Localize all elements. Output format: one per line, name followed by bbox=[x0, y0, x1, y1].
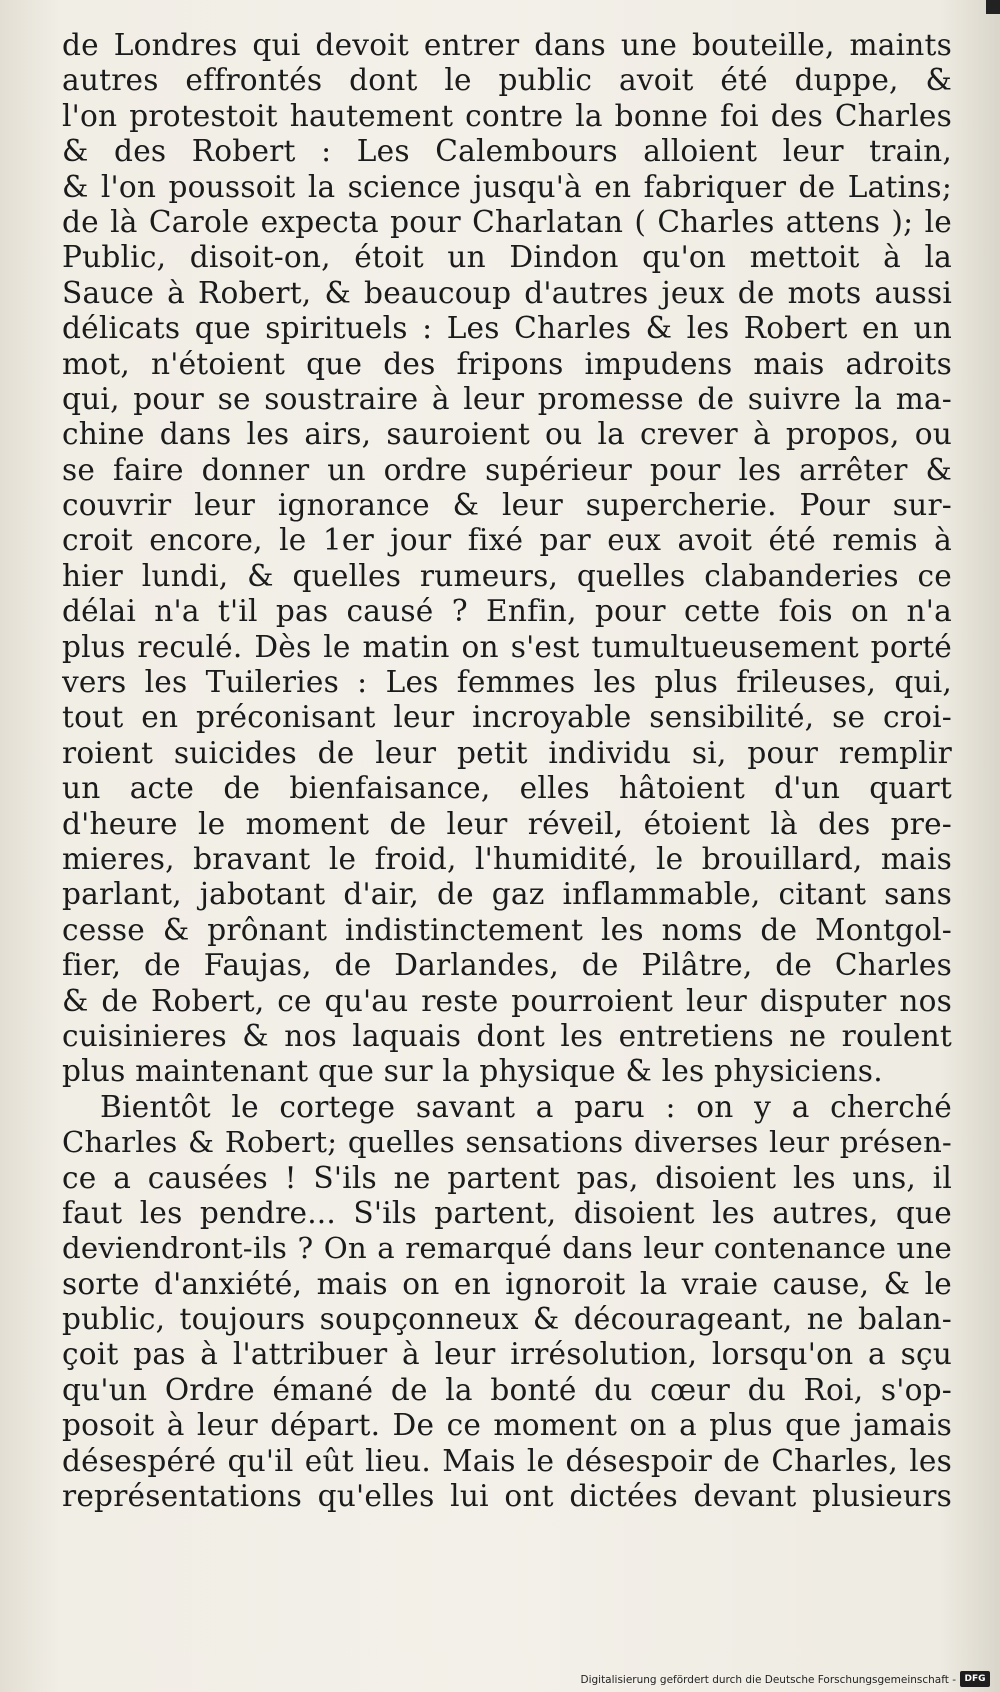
text-line-24: mieres, bravant le froid, l'humidité, le brouillard, mais bbox=[62, 841, 952, 876]
text-line-29: cuisinieres & nos laquais dont les entretiens ne roulent bbox=[62, 1018, 952, 1053]
text-line-23: d'heure le moment de leur réveil, étoient là des pre- bbox=[62, 806, 952, 841]
text-line-40: posoit à leur départ. De ce moment on a plus que jamais bbox=[62, 1408, 952, 1443]
text-line-42: représentations qu'elles lui ont dictées devant plusieurs bbox=[62, 1479, 952, 1514]
text-line-32: Charles & Robert; quelles sensations diverses leur présen- bbox=[62, 1125, 952, 1160]
text-line-10: mot, n'étoient que des fripons impudens mais adroits bbox=[62, 346, 952, 381]
text-line-36: sorte d'anxiété, mais on en ignoroit la vraie cause, & le bbox=[62, 1266, 952, 1301]
text-line-33: ce a causées ! S'ils ne partent pas, disoient les uns, il bbox=[62, 1160, 952, 1195]
text-line-12: chine dans les airs, sauroient ou la crever à propos, ou bbox=[62, 417, 952, 452]
text-line-39: qu'un Ordre émané de la bonté du cœur du Roi, s'op- bbox=[62, 1372, 952, 1407]
text-line-14: couvrir leur ignorance & leur supercherie. Pour sur- bbox=[62, 488, 952, 523]
text-line-19: vers les Tuileries : Les femmes les plus frileuses, qui, bbox=[62, 665, 952, 700]
text-line-20: tout en préconisant leur incroyable sensibilité, se croi- bbox=[62, 700, 952, 735]
footer bbox=[0, 1666, 1000, 1688]
text-line-17: délai n'a t'il pas causé ? Enfin, pour cette fois on n'a bbox=[62, 594, 952, 629]
text-line-2: autres effrontés dont le public avoit été duppe, & bbox=[62, 63, 952, 98]
text-line-4: & des Robert : Les Calembours alloient leur train, bbox=[62, 134, 952, 169]
text-line-13: se faire donner un ordre supérieur pour les arrêter & bbox=[62, 452, 952, 487]
text-line-37: public, toujours soupçonneux & décourageant, ne balan- bbox=[62, 1302, 952, 1337]
text-line-8: Sauce à Robert, & beaucoup d'autres jeux de mots aussi bbox=[62, 275, 952, 310]
text-line-38: çoit pas à l'attribuer à leur irrésolution, lorsqu'on a sçu bbox=[62, 1337, 952, 1372]
text-line-16: hier lundi, & quelles rumeurs, quelles clabanderies ce bbox=[62, 558, 952, 593]
text-line-15: croit encore, le 1er jour fixé par eux avoit été remis à bbox=[62, 523, 952, 558]
funding-notice: Digitalisierung gefördert durch die Deutsche Forschungsgemeinschaft - bbox=[580, 1674, 956, 1686]
text-line-11: qui, pour se soustraire à leur promesse de suivre la ma- bbox=[62, 381, 952, 416]
text-line-27: fier, de Faujas, de Darlandes, de Pilâtre, de Charles bbox=[62, 948, 952, 983]
text-line-7: Public, disoit-on, étoit un Dindon qu'on mettoit à la bbox=[62, 240, 952, 275]
body-text bbox=[62, 28, 952, 1514]
text-line-22: un acte de bienfaisance, elles hâtoient d'un quart bbox=[62, 771, 952, 806]
text-line-9: délicats que spirituels : Les Charles & les Robert en un bbox=[62, 311, 952, 346]
text-line-31: Bientôt le cortege savant a paru : on y a cherché bbox=[100, 1089, 952, 1124]
text-line-34: faut les pendre... S'ils partent, disoient les autres, que bbox=[62, 1195, 952, 1230]
dfg-logo: DFG bbox=[960, 1671, 990, 1687]
text-line-6: de là Carole expecta pour Charlatan ( Charles attens ); le bbox=[62, 204, 952, 239]
text-line-30: plus maintenant que sur la physique & les physiciens. bbox=[62, 1054, 883, 1089]
text-line-35: deviendront-ils ? On a remarqué dans leur contenance une bbox=[62, 1231, 952, 1266]
text-line-21: roient suicides de leur petit individu si, pour remplir bbox=[62, 735, 952, 770]
text-line-26: cesse & prônant indistinctement les noms de Montgol- bbox=[62, 912, 952, 947]
text-line-18: plus reculé. Dès le matin on s'est tumultueusement porté bbox=[62, 629, 952, 664]
text-line-3: l'on protestoit hautement contre la bonne foi des Charles bbox=[62, 98, 952, 133]
scan-edge-shadow bbox=[986, 0, 1000, 14]
text-line-25: parlant, jabotant d'air, de gaz inflammable, citant sans bbox=[62, 877, 952, 912]
text-line-41: désespéré qu'il eût lieu. Mais le désespoir de Charles, les bbox=[62, 1443, 952, 1478]
text-line-1: de Londres qui devoit entrer dans une bouteille, maints bbox=[62, 28, 952, 62]
text-line-28: & de Robert, ce qu'au reste pourroient leur disputer nos bbox=[62, 983, 952, 1018]
text-line-5: & l'on poussoit la science jusqu'à en fabriquer de Latins; bbox=[62, 169, 952, 204]
